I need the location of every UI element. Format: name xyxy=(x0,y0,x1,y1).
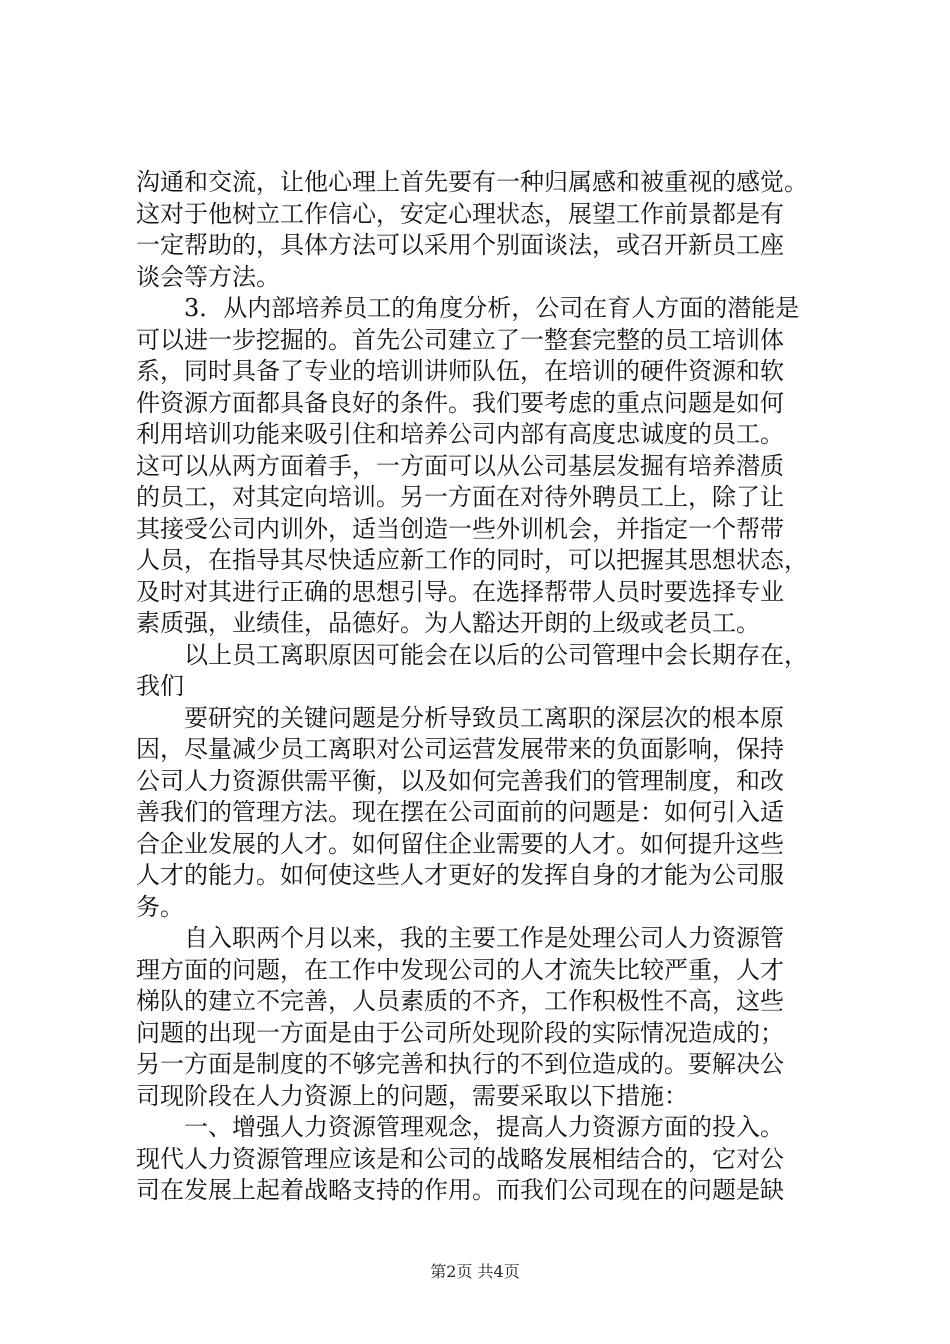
text-line: 理方面的问题，在工作中发现公司的人才流失比较严重，人才 xyxy=(136,955,784,984)
text-line: 梯队的建立不完善，人员素质的不齐，工作积极性不高，这些 xyxy=(136,987,784,1015)
document-body xyxy=(136,167,826,1207)
text-line: 问题的出现一方面是由于公司所处现阶段的实际情况造成的； xyxy=(136,1018,784,1047)
text-line: 人才的能力。如何使这些人才更好的发挥自身的才能为公司服 xyxy=(136,861,784,889)
text-line: 务。 xyxy=(136,892,184,921)
text-line: 其接受公司内训外，适当创造一些外训机会，并指定一个帮带 xyxy=(136,514,784,543)
text-line: 利用培训功能来吸引住和培养公司内部有高度忠诚度的员工。 xyxy=(136,420,784,448)
text-line: 合企业发展的人才。如何留住企业需要的人才。如何提升这些 xyxy=(136,829,784,858)
page-footer: 第2页 共4页 xyxy=(430,1262,520,1281)
text-line: 素质强，业绩佳，品德好。为人豁达开朗的上级或老员工。 xyxy=(136,609,760,637)
text-line: 沟通和交流，让他心理上首先要有一种归属感和被重视的感觉。 xyxy=(136,168,808,196)
text-line: 另一方面是制度的不够完善和执行的不到位造成的。要解决公 xyxy=(136,1050,784,1078)
text-line: 系，同时具备了专业的培训讲师队伍，在培训的硬件资源和软 xyxy=(136,357,784,385)
text-line: 司在发展上起着战略支持的作用。而我们公司现在的问题是缺 xyxy=(136,1176,784,1204)
text-line: 要研究的关键问题是分析导致员工离职的深层次的根本原 xyxy=(184,703,784,732)
text-line: 善我们的管理方法。现在摆在公司面前的问题是：如何引入适 xyxy=(136,798,784,826)
text-line: 一、增强人力资源管理观念，提高人力资源方面的投入。 xyxy=(184,1113,784,1141)
text-line: 的员工，对其定向培训。另一方面在对待外聘员工上，除了让 xyxy=(136,483,784,511)
text-line: 可以进一步挖掘的。首先公司建立了一整套完整的员工培训体 xyxy=(136,325,784,354)
text-line: 及时对其进行正确的思想引导。在选择帮带人员时要选择专业 xyxy=(136,577,784,606)
text-line: 我们 xyxy=(136,672,184,700)
text-line: 一定帮助的，具体方法可以采用个别面谈法，或召开新员工座 xyxy=(136,231,784,259)
text-line: 因，尽量减少员工离职对公司运营发展带来的负面影响，保持 xyxy=(136,735,784,763)
text-line: 件资源方面都具备良好的条件。我们要考虑的重点问题是如何 xyxy=(136,388,784,417)
text-line: 这对于他树立工作信心，安定心理状态，展望工作前景都是有 xyxy=(136,199,784,228)
text-line: 公司人力资源供需平衡，以及如何完善我们的管理制度，和改 xyxy=(136,766,784,795)
text-line: 这可以从两方面着手，一方面可以从公司基层发掘有培养潜质 xyxy=(136,451,784,480)
text-line: 以上员工离职原因可能会在以后的公司管理中会长期存在， xyxy=(184,640,808,669)
text-line: 自入职两个月以来，我的主要工作是处理公司人力资源管 xyxy=(184,924,784,952)
text-line: 司现阶段在人力资源上的问题，需要采取以下措施： xyxy=(136,1081,688,1110)
text-line: 谈会等方法。 xyxy=(136,262,280,291)
text-line: 人员，在指导其尽快适应新工作的同时，可以把握其思想状态， xyxy=(136,546,808,574)
text-line: 3．从内部培养员工的角度分析，公司在育人方面的潜能是 xyxy=(184,294,800,322)
text-line: 现代人力资源管理应该是和公司的战略发展相结合的，它对公 xyxy=(136,1144,784,1173)
